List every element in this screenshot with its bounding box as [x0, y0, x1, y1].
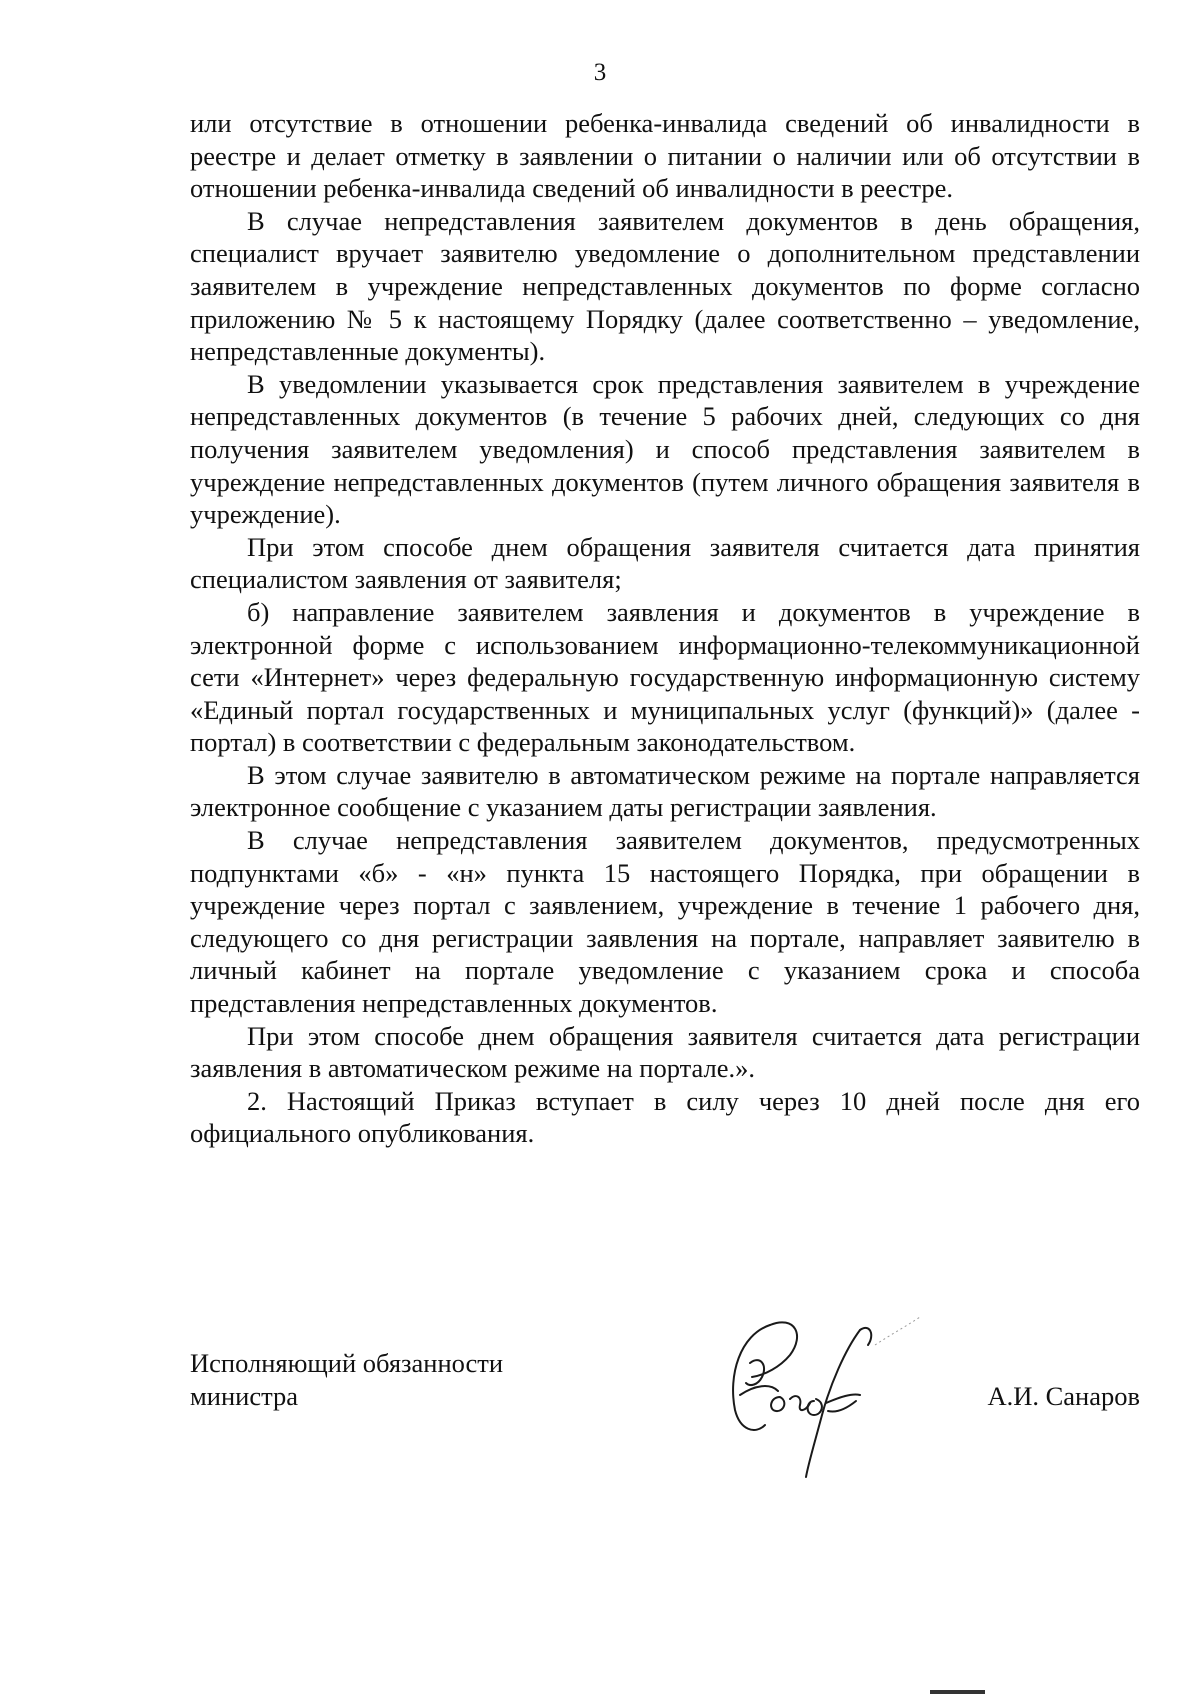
paragraph-7: В случае непредставления заявителем документов, предусмотренных подпунктами «б» - «н» пункта 15 настоящего Порядка, при обращении в учреждение через портал с заявлением, учреждение в течение 1 рабочего дня, следующего со дня регистрации заявления на портале, направляет заявителю в личный кабинет на портале уведомление с указанием срока и способа представления непредставленных документов. — [190, 825, 1140, 1019]
signatory-title-line-2: министра — [190, 1381, 298, 1411]
signature-block — [190, 1347, 1140, 1487]
page-number: 3 — [593, 59, 607, 86]
paragraph-9: 2. Настоящий Приказ вступает в силу через 10 дней после дня его официального опубликования. — [190, 1085, 1140, 1149]
paragraph-2: В случае непредставления заявителем документов в день обращения, специалист вручает заявителю уведомление о дополнительном представлении заявителем в учреждение непредставленных документов по форме согласно приложению № 5 к настоящему Порядку (далее соответственно – уведомление, непредставленные документы). — [190, 205, 1140, 367]
paragraph-3: В уведомлении указывается срок представления заявителем в учреждение непредставленных документов (в течение 5 рабочих дней, следующих со дня получения заявителем уведомления) и способ представления заявителем в учреждение непредставленных документов (путем личного обращения заявителя в учреждение). — [190, 368, 1140, 530]
paragraph-1: или отсутствие в отношении ребенка-инвалида сведений об инвалидности в реестре и делает отметку в заявлении о питании о наличии или об отсутствии в отношении ребенка-инвалида сведений об инвалидности в реестре. — [190, 108, 1140, 204]
signatory-name: А.И. Санаров — [987, 1381, 1140, 1411]
footer-mark — [930, 1690, 985, 1694]
paragraph-5: б) направление заявителем заявления и документов в учреждение в электронной форме с использованием информационно-телекоммуникационной сети «Интернет» через федеральную государственную информационную систему «Единый портал государственных и муниципальных услуг (функций)» (далее - портал) в соответствии с федеральным законодательством. — [190, 596, 1140, 758]
document-body — [190, 107, 1140, 1150]
handwritten-signature-icon — [710, 1305, 930, 1485]
signatory-title-line-1: Исполняющий обязанности — [190, 1348, 504, 1378]
paragraph-8: При этом способе днем обращения заявителя считается дата регистрации заявления в автоматическом режиме на портале.». — [190, 1020, 1140, 1084]
paragraph-6: В этом случае заявителю в автоматическом режиме на портале направляется электронное сообщение с указанием даты регистрации заявления. — [190, 759, 1140, 823]
paragraph-4: При этом способе днем обращения заявителя считается дата принятия специалистом заявления от заявителя; — [190, 531, 1140, 595]
signatory-title — [190, 1347, 503, 1413]
